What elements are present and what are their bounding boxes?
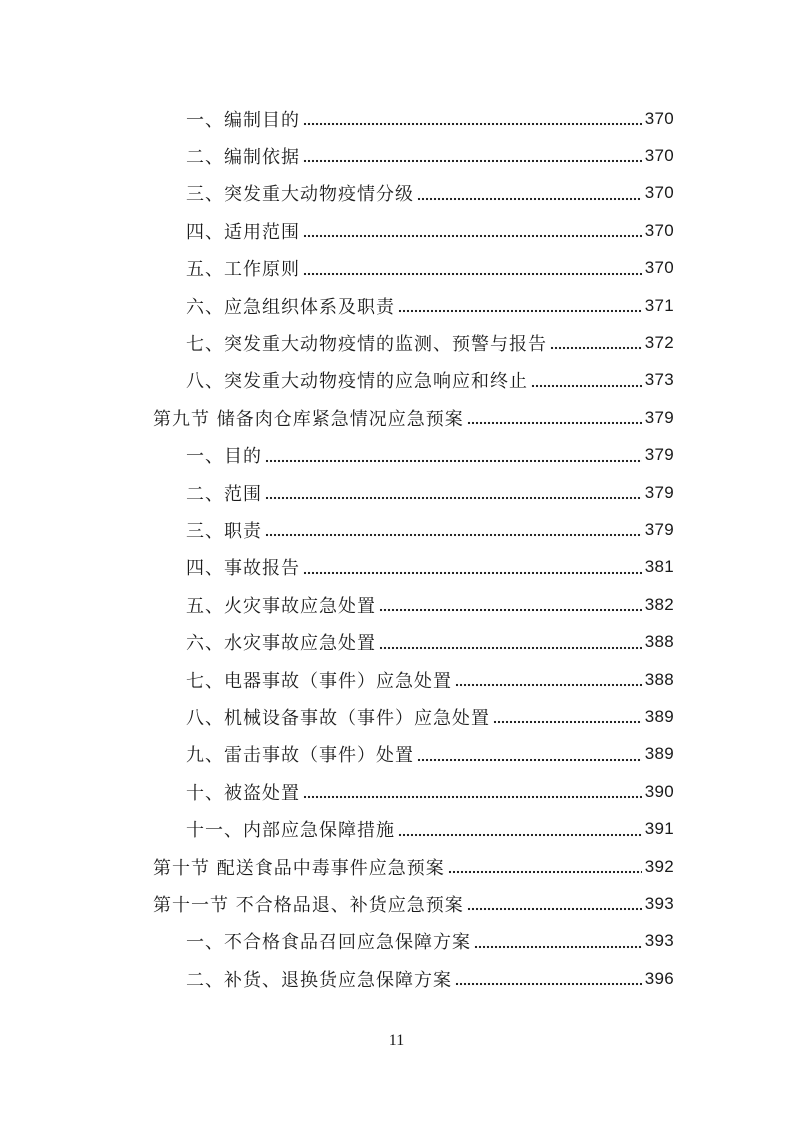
toc-entry[interactable] [186,586,674,623]
toc-entry-page: 371 [644,295,674,315]
toc-entry-page: 370 [644,258,674,278]
toc-entry-title: 二、范围 [186,483,262,505]
toc-entry-title: 九、雷击事故（事件）处置 [186,745,414,767]
toc-entry[interactable] [186,624,674,661]
toc-entry-title: 四、适用范围 [186,221,300,243]
dot-leader [265,459,642,463]
toc-entry-title: 七、突发重大动物疫情的监测、预警与报告 [186,333,547,355]
dot-leader [398,309,642,313]
toc-entry-title: 六、水灾事故应急处置 [186,633,376,655]
toc-entry-title: 八、机械设备事故（事件）应急处置 [186,707,490,729]
toc-entry-title: 六、应急组织体系及职责 [186,296,395,318]
toc-entry[interactable] [186,287,674,324]
toc-entry-title: 一、编制目的 [186,109,300,131]
toc-entry-page: 388 [644,669,674,689]
toc-entry[interactable] [186,736,674,773]
toc-entry-page: 388 [644,632,674,652]
toc-entry[interactable] [186,437,674,474]
dot-leader [417,197,642,201]
toc-entry-page: 379 [644,482,674,502]
toc-entry-title: 三、职责 [186,520,262,542]
dot-leader [265,496,642,500]
dot-leader [474,945,642,949]
toc-entry-title: 八、突发重大动物疫情的应急响应和终止 [186,371,528,393]
dot-leader [417,758,642,762]
toc-entry[interactable] [186,175,674,212]
dot-leader [493,720,642,724]
toc-entry[interactable] [186,960,674,997]
dot-leader [448,870,642,874]
toc-entry[interactable] [186,474,674,511]
toc-entry[interactable] [186,250,674,287]
toc-entry[interactable] [186,362,674,399]
dot-leader [531,384,642,388]
toc-entry[interactable] [186,773,674,810]
toc-entry-page: 391 [644,819,674,839]
page-number: 11 [388,1032,405,1049]
toc-entry[interactable] [186,212,674,249]
dot-leader [550,346,642,350]
toc-entry-title: 二、编制依据 [186,146,300,168]
toc-section-entry[interactable] [153,848,674,885]
toc-entry[interactable] [186,923,674,960]
toc-entry-title: 三、突发重大动物疫情分级 [186,184,414,206]
toc-entry-title: 十一、内部应急保障措施 [186,820,395,842]
toc-entry-page: 393 [644,931,674,951]
toc-entry-title: 二、补货、退换货应急保障方案 [186,969,452,991]
toc-entry-title: 一、不合格食品召回应急保障方案 [186,932,471,954]
dot-leader [303,159,642,163]
toc-entry-page: 379 [644,407,674,427]
toc-entry-title: 第十节 配送食品中毒事件应急预案 [153,857,445,879]
dot-leader [265,533,642,537]
toc-entry-page: 379 [644,519,674,539]
toc-entry[interactable] [186,811,674,848]
toc-entry-title: 第九节 储备肉仓库紧急情况应急预案 [153,408,464,430]
dot-leader [379,646,642,650]
toc-entry-page: 390 [644,781,674,801]
dot-leader [303,234,642,238]
dot-leader [303,795,642,799]
toc-section-entry[interactable] [153,885,674,922]
toc-entry[interactable] [186,549,674,586]
dot-leader [455,982,642,986]
dot-leader [303,122,642,126]
toc-entry-page: 370 [644,183,674,203]
dot-leader [303,272,642,276]
toc-entry-title: 一、目的 [186,446,262,468]
toc-entry[interactable] [186,511,674,548]
dot-leader [455,683,642,687]
toc-section-entry[interactable] [153,399,674,436]
toc-entry-page: 393 [644,893,674,913]
dot-leader [467,421,642,425]
toc-entry[interactable] [186,698,674,735]
toc-entry-page: 382 [644,594,674,614]
dot-leader [379,608,642,612]
toc-entry[interactable] [186,661,674,698]
dot-leader [398,833,642,837]
toc-entry-page: 370 [644,220,674,240]
toc-entry-page: 381 [644,557,674,577]
toc-entry-title: 五、火灾事故应急处置 [186,595,376,617]
toc-entry-title: 第十一节 不合格品退、补货应急预案 [153,894,464,916]
toc-entry-page: 372 [644,332,674,352]
toc-entry[interactable] [186,137,674,174]
toc-entry-page: 392 [644,856,674,876]
toc-entry-page: 379 [644,445,674,465]
toc-entry-title: 五、工作原则 [186,259,300,281]
toc-entry-title: 十、被盗处置 [186,782,300,804]
dot-leader [303,571,642,575]
toc-entry-title: 四、事故报告 [186,558,300,580]
toc-entry-page: 370 [644,145,674,165]
toc-entry-page: 396 [644,968,674,988]
toc-entry[interactable] [186,324,674,361]
toc-entry[interactable] [186,100,674,137]
toc-entry-page: 373 [644,370,674,390]
toc-entry-title: 七、电器事故（事件）应急处置 [186,670,452,692]
toc-entry-page: 370 [644,108,674,128]
toc-entry-page: 389 [644,744,674,764]
toc-entry-page: 389 [644,706,674,726]
dot-leader [467,907,642,911]
